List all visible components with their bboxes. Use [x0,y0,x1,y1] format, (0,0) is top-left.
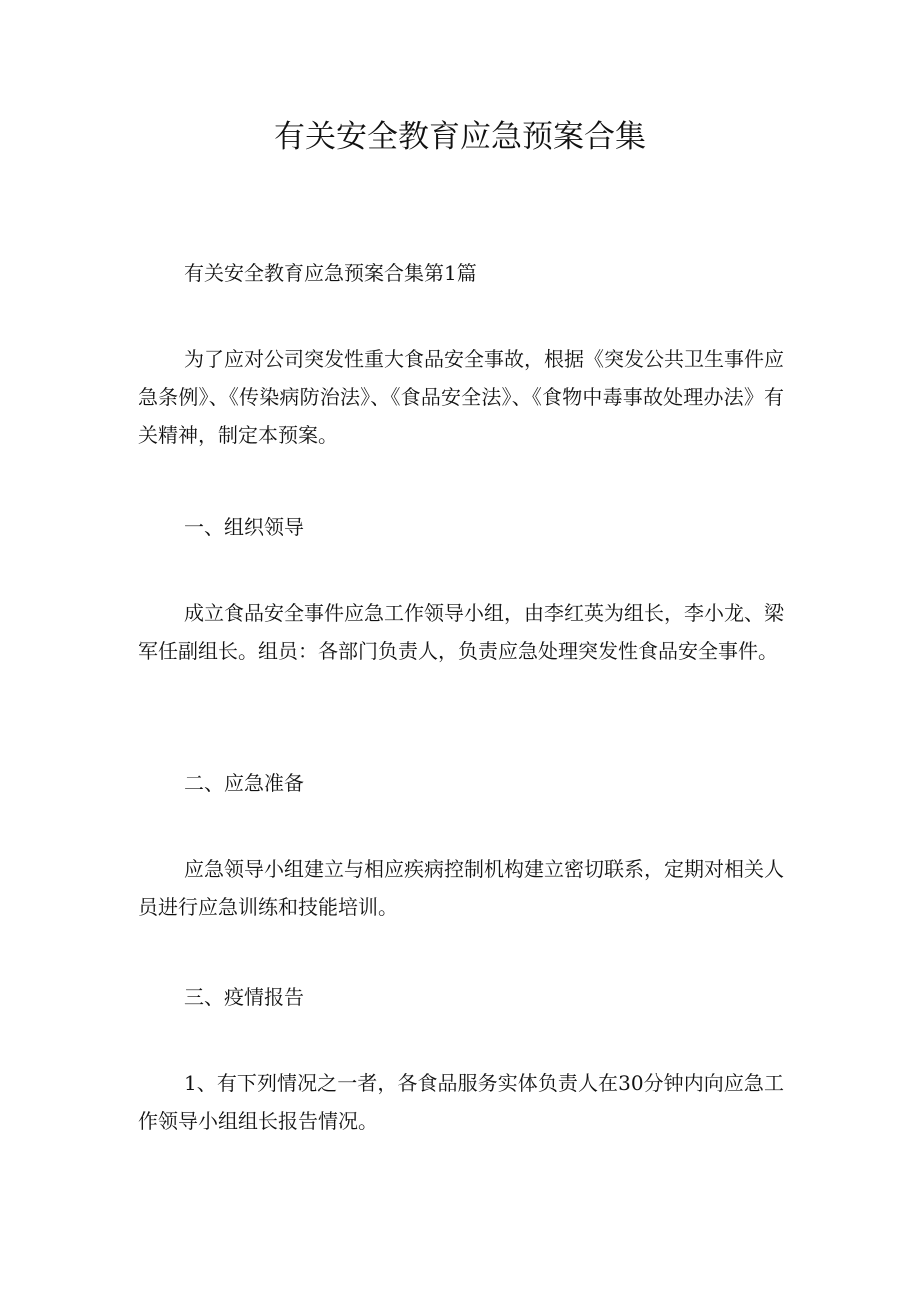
paragraph-organization: 成立食品安全事件应急工作领导小组，由李红英为组长，李小龙、梁军任副组长。组员：各部门负责人，负责应急处理突发性食品安全事件。 [138,601,784,663]
heading-preparation: 二、应急准备 [184,771,304,795]
heading-report: 三、疫情报告 [184,985,304,1009]
document-title: 有关安全教育应急预案合集 [274,119,646,155]
heading-organization: 一、组织领导 [184,515,304,539]
document-subtitle: 有关安全教育应急预案合集第1篇 [184,261,477,285]
paragraph-preparation: 应急领导小组建立与相应疾病控制机构建立密切联系，定期对相关人员进行应急训练和技能培训。 [138,857,784,919]
paragraph-report: 1、有下列情况之一者，各食品服务实体负责人在30分钟内向应急工作领导小组组长报告情况。 [138,1071,784,1133]
paragraph-intro: 为了应对公司突发性重大食品安全事故，根据《突发公共卫生事件应急条例》、《传染病防治法》、《食品安全法》、《食物中毒事故处理办法》有关精神，制定本预案。 [138,347,784,447]
